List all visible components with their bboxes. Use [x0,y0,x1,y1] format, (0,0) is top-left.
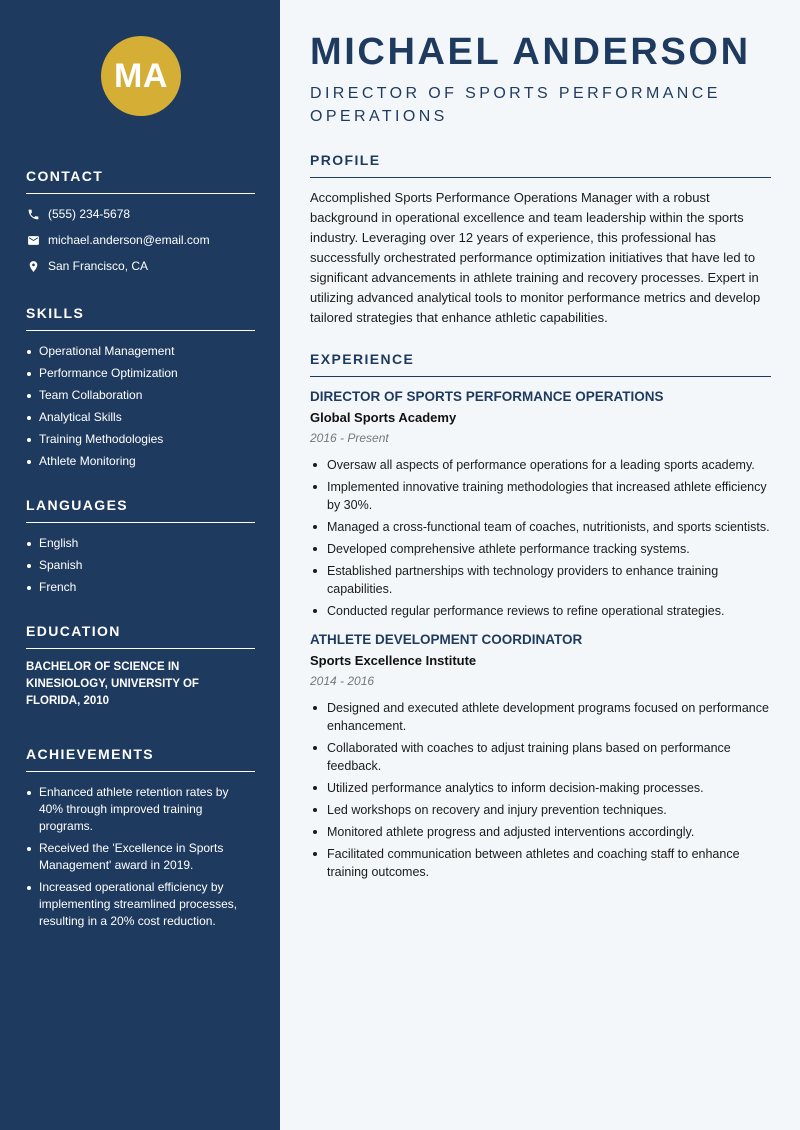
candidate-name: MICHAEL ANDERSON [310,31,751,73]
languages-list [26,535,255,596]
skills-section [26,305,255,475]
job-title: DIRECTOR OF SPORTS PERFORMANCE OPERATIONS [310,389,664,404]
profile-heading: PROFILE [310,152,771,178]
skill-item: Analytical Skills [26,409,255,426]
skills-list [26,343,255,470]
language-item: Spanish [26,557,255,574]
job-dates: 2016 - Present [310,431,389,445]
sidebar [0,0,280,1130]
job-bullet: Collaborated with coaches to adjust training plans based on performance feedback. [310,739,771,775]
language-item: French [26,579,255,596]
contact-heading: CONTACT [26,168,255,194]
job-bullet: Conducted regular performance reviews to refine operational strategies. [310,602,771,620]
job-bullet: Led workshops on recovery and injury prevention techniques. [310,801,771,819]
job-company: Sports Excellence Institute [310,653,477,668]
experience-heading: EXPERIENCE [310,351,771,377]
languages-heading: LANGUAGES [26,497,255,523]
contact-location [26,256,255,276]
job-title: ATHLETE DEVELOPMENT COORDINATOR [310,632,583,647]
job-bullet: Developed comprehensive athlete performance tracking systems. [310,540,771,558]
languages-section [26,497,255,601]
job-bullet: Utilized performance analytics to inform decision-making processes. [310,779,771,797]
avatar: MA [101,36,181,116]
contact-section [26,168,255,276]
achievement-item: Enhanced athlete retention rates by 40% through improved training programs. [26,784,255,835]
skills-heading: SKILLS [26,305,255,331]
location-text: San Francisco, CA [48,259,149,273]
education-degree: BACHELOR OF SCIENCE IN KINESIOLOGY, UNIVERSITY OF FLORIDA, 2010 [26,661,199,707]
job-entry [310,389,771,620]
job-bullet: Implemented innovative training methodologies that increased athlete efficiency by 30%. [310,478,771,514]
education-heading: EDUCATION [26,623,255,649]
email-text: michael.anderson@email.com [48,233,210,247]
phone-icon [26,207,40,221]
contact-phone [26,204,255,224]
main-content [280,0,800,1130]
skill-item: Team Collaboration [26,387,255,404]
achievement-item: Received the 'Excellence in Sports Management' award in 2019. [26,840,255,874]
job-bullet: Facilitated communication between athletes and coaching staff to enhance training outcomes. [310,845,771,881]
email-icon [26,233,40,247]
contact-email [26,230,255,250]
job-bullet: Monitored athlete progress and adjusted interventions accordingly. [310,823,771,841]
location-pin-icon [26,259,40,273]
job-bullets [310,456,771,620]
profile-text: Accomplished Sports Performance Operations Manager with a robust background in operational excellence and team leadership within the sports industry. Leveraging over 12 years of experience, this professional has successfully orchestrated performance optimization initiatives that have led to significant advancements in athlete training and recovery processes. Expert in utilizing advanced analytical tools to monitor performance metrics and develop tailored strategies that enhance athletic capabilities. [310,190,761,325]
job-bullets [310,699,771,881]
job-company: Global Sports Academy [310,410,457,425]
language-item: English [26,535,255,552]
job-bullet: Managed a cross-functional team of coaches, nutritionists, and sports scientists. [310,518,771,536]
skill-item: Performance Optimization [26,365,255,382]
job-bullet: Established partnerships with technology providers to enhance training capabilities. [310,562,771,598]
candidate-title: DIRECTOR OF SPORTS PERFORMANCE OPERATIONS [310,85,721,125]
job-bullet: Designed and executed athlete development programs focused on performance enhancement. [310,699,771,735]
job-entry [310,632,771,881]
achievement-item: Increased operational efficiency by implementing streamlined processes, resulting in a 20% cost reduction. [26,879,255,930]
experience-section [310,351,771,885]
achievements-heading: ACHIEVEMENTS [26,746,255,772]
profile-section [310,152,771,328]
skill-item: Operational Management [26,343,255,360]
job-dates: 2014 - 2016 [310,674,375,688]
job-bullet: Oversaw all aspects of performance operations for a leading sports academy. [310,456,771,474]
achievements-list [26,784,255,930]
skill-item: Athlete Monitoring [26,453,255,470]
phone-text: (555) 234-5678 [48,207,131,221]
skill-item: Training Methodologies [26,431,255,448]
achievements-section [26,746,255,935]
education-section [26,623,255,710]
